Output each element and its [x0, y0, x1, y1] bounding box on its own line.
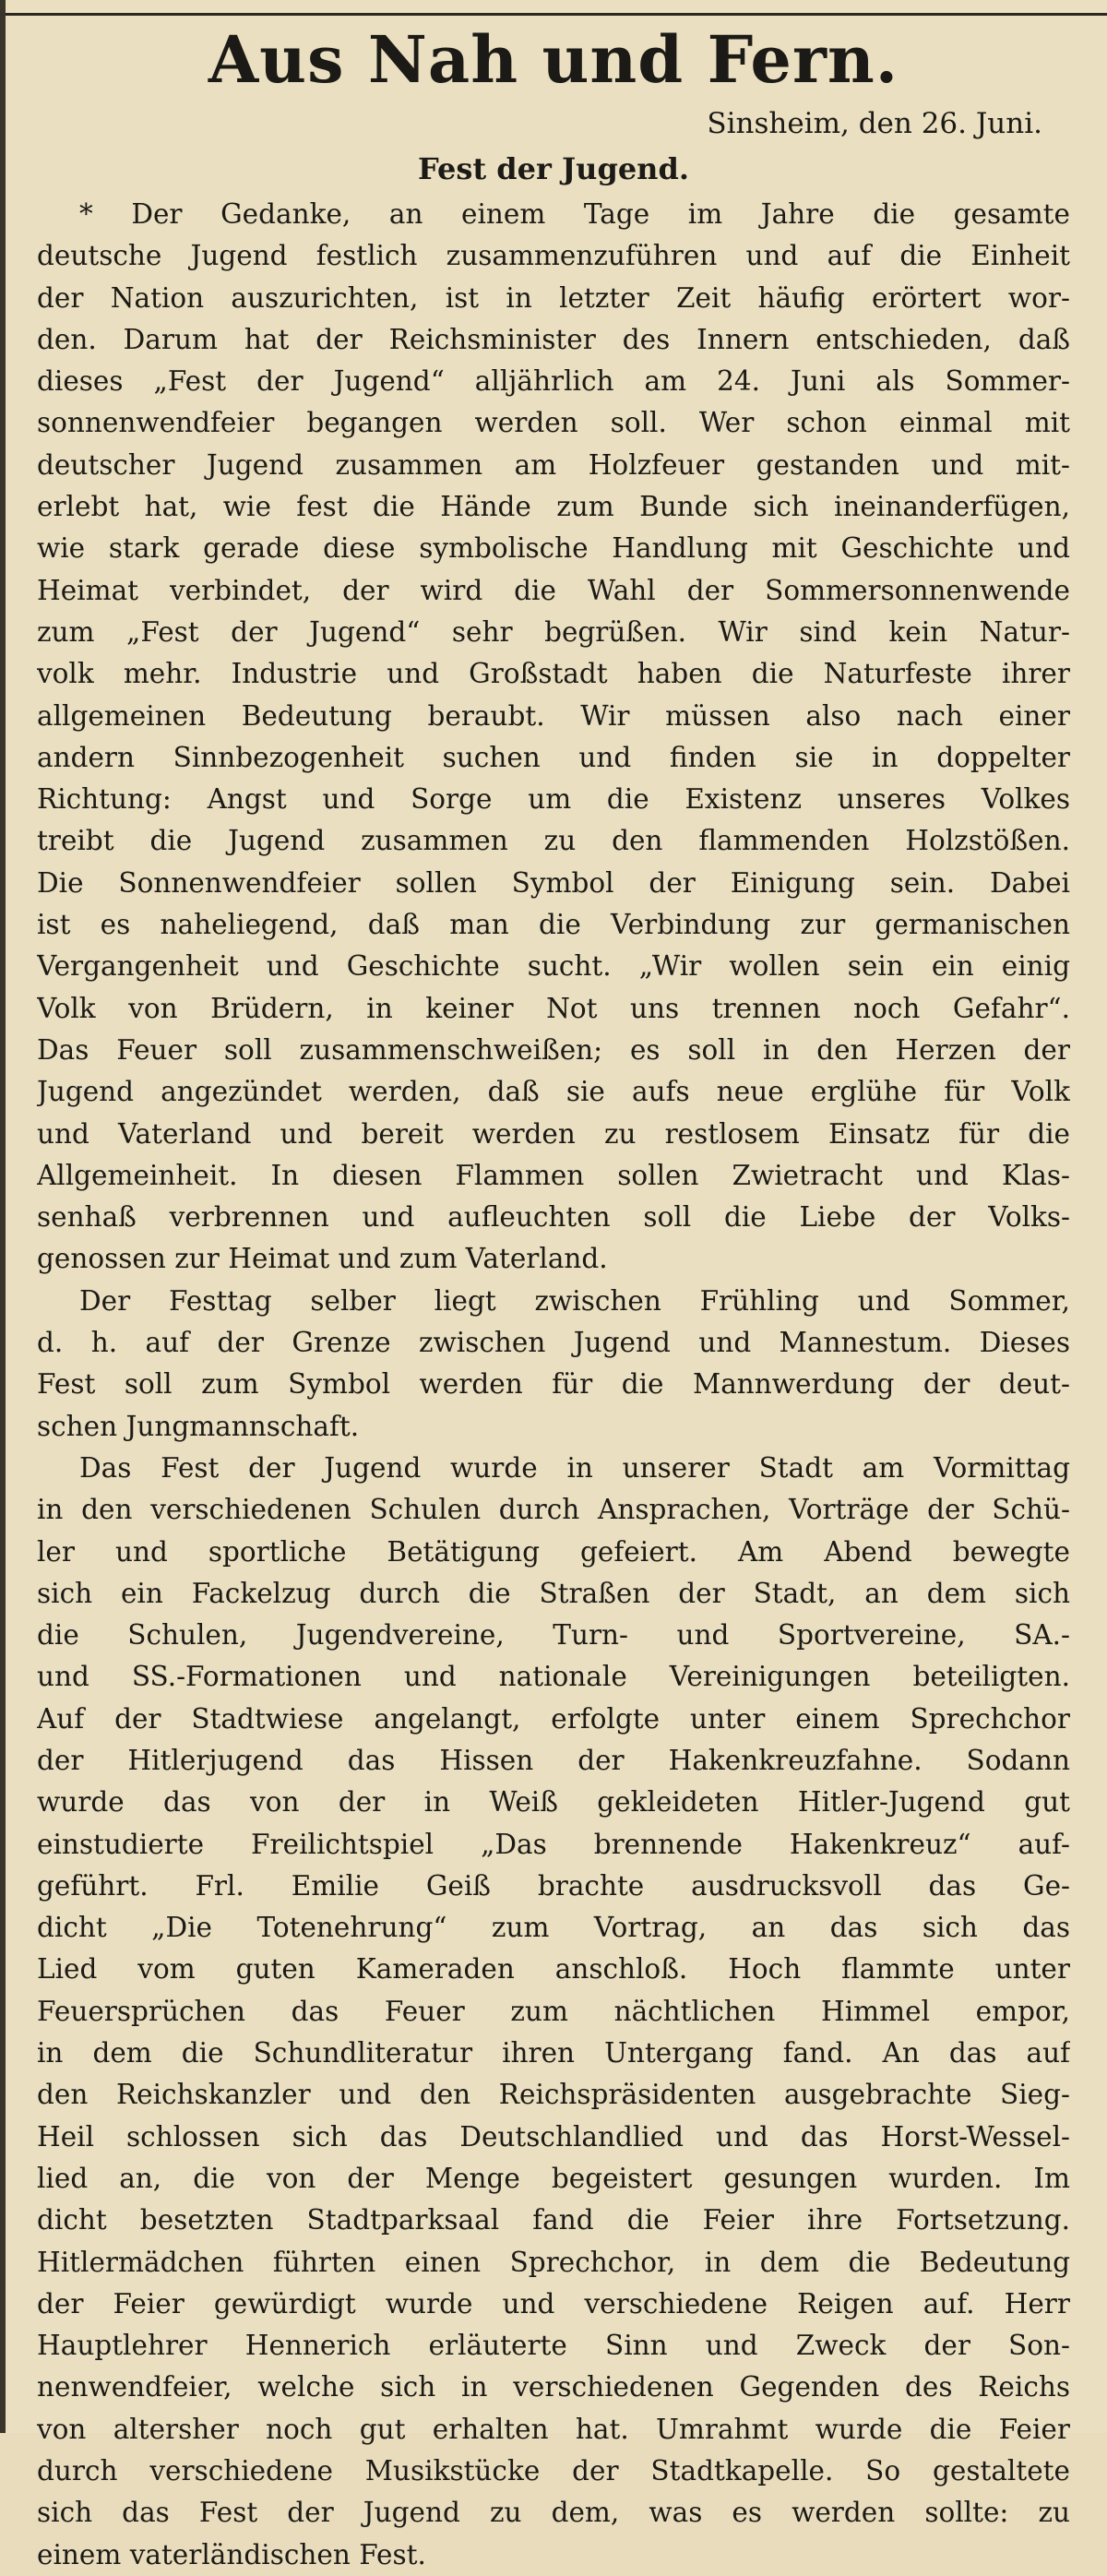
text-line: wie stark gerade diese symbolische Handlung mit Geschichte und [37, 532, 1070, 565]
text-line: nenwendfeier, welche sich in verschiedenen Gegenden des Reichs [37, 2371, 1070, 2403]
text-line: einstudierte Freilichtspiel „Das brennende Hakenkreuz“ auf- [37, 1828, 1070, 1860]
text-line: sich das Fest der Jugend zu dem, was es werden sollte: zu [37, 2497, 1070, 2529]
text-line: deutsche Jugend festlich zusammenzuführen und auf die Einheit [37, 240, 1070, 272]
text-line: deutscher Jugend zusammen am Holzfeuer gestanden und mit- [37, 448, 1070, 481]
text-line: Das Feuer soll zusammenschweißen; es soll in den Herzen der [37, 1033, 1070, 1066]
text-line: treibt die Jugend zusammen zu den flammenden Holzstößen. [37, 825, 1070, 857]
text-line: sonnenwendfeier begangen werden soll. Wer schon einmal mit [37, 407, 1070, 439]
left-border-rule [0, 0, 6, 2433]
top-border-rule [0, 0, 1107, 16]
article-paragraph [37, 1448, 1070, 2576]
text-line: Heil schlossen sich das Deutschlandlied und das Horst-Wessel- [37, 2120, 1070, 2153]
text-line: Hauptlehrer Hennerich erläuterte Sinn und Zweck der Son- [37, 2330, 1070, 2362]
text-line: * Der Gedanke, an einem Tage im Jahre die gesamte [79, 198, 1070, 230]
text-line: durch verschiedene Musikstücke der Stadtkapelle. So gestaltete [37, 2455, 1070, 2487]
text-line: der Feier gewürdigt wurde und verschiedene Reigen auf. Herr [37, 2287, 1070, 2320]
text-line: volk mehr. Industrie und Großstadt haben die Naturfeste ihrer [37, 658, 1070, 690]
text-line: in den verschiedenen Schulen durch Ansprachen, Vorträge der Schü- [37, 1494, 1070, 1526]
text-line: und Vaterland und bereit werden zu restlosem Einsatz für die [37, 1117, 1070, 1150]
text-line: und SS.-Formationen und nationale Vereinigungen beteiligten. [37, 1661, 1070, 1693]
text-line: ist es naheliegend, daß man die Verbindung zur germanischen [37, 909, 1070, 941]
text-line: erlebt hat, wie fest die Hände zum Bunde sich ineinanderfügen, [37, 491, 1070, 523]
text-line: in dem die Schundliteratur ihren Untergang fand. An das auf [37, 2037, 1070, 2069]
text-line: von altersher noch gut erhalten hat. Umrahmt wurde die Feier [37, 2413, 1070, 2445]
article-paragraph [37, 1281, 1070, 1448]
text-line: lied an, die von der Menge begeistert gesungen wurden. Im [37, 2162, 1070, 2194]
dateline: Sinsheim, den 26. Juni. [707, 107, 1042, 140]
text-line: Vergangenheit und Geschichte sucht. „Wir wollen sein ein einig [37, 950, 1070, 983]
text-line: senhaß verbrennen und aufleuchten soll die Liebe der Volks- [37, 1201, 1070, 1234]
text-line: die Schulen, Jugendvereine, Turn- und Sportvereine, SA.- [37, 1619, 1070, 1652]
article-body [37, 194, 1070, 2576]
text-line: Hitlermädchen führten einen Sprechchor, in dem die Bedeutung [37, 2246, 1070, 2278]
text-line: Fest soll zum Symbol werden für die Mannwerdung der deut- [37, 1368, 1070, 1401]
text-line: Auf der Stadtwiese angelangt, erfolgte unter einem Sprechchor [37, 1702, 1070, 1735]
article-subhead: Fest der Jugend. [418, 151, 689, 186]
text-line: geführt. Frl. Emilie Geiß brachte ausdrucksvoll das Ge- [37, 1869, 1070, 1902]
text-line: Jugend angezündet werden, daß sie aufs neue erglühe für Volk [37, 1076, 1070, 1108]
text-line: dieses „Fest der Jugend“ alljährlich am 24. Juni als Sommer- [37, 365, 1070, 398]
text-line: genossen zur Heimat und zum Vaterland. [37, 1243, 608, 1275]
text-line: Allgemeinheit. In diesen Flammen sollen Zwietracht und Klas- [37, 1159, 1070, 1191]
text-line: d. h. auf der Grenze zwischen Jugend und Mannestum. Dieses [37, 1327, 1070, 1359]
text-line: dicht „Die Totenehrung“ zum Vortrag, an das sich das [37, 1912, 1070, 1944]
text-line: sich ein Fackelzug durch die Straßen der Stadt, an dem sich [37, 1577, 1070, 1609]
text-line: allgemeinen Bedeutung beraubt. Wir müssen also nach einer [37, 699, 1070, 732]
text-line: ler und sportliche Betätigung gefeiert. Am Abend bewegte [37, 1535, 1070, 1568]
article-paragraph [37, 194, 1070, 1281]
text-line: den Reichskanzler und den Reichspräsidenten ausgebrachte Sieg- [37, 2079, 1070, 2111]
text-line: Die Sonnenwendfeier sollen Symbol der Einigung sein. Dabei [37, 866, 1070, 899]
text-line: Feuersprüchen das Feuer zum nächtlichen Himmel empor, [37, 1995, 1070, 2027]
text-line: Volk von Brüdern, in keiner Not uns trennen noch Gefahr“. [37, 992, 1070, 1024]
text-line: schen Jungmannschaft. [37, 1410, 360, 1442]
text-line: wurde das von der in Weiß gekleideten Hitler-Jugend gut [37, 1786, 1070, 1819]
text-line: zum „Fest der Jugend“ sehr begrüßen. Wir sind kein Natur- [37, 615, 1070, 648]
headline: Aus Nah und Fern. [208, 21, 899, 98]
text-line: Das Fest der Jugend wurde in unserer Stadt am Vormittag [79, 1451, 1070, 1484]
text-line: der Hitlerjugend das Hissen der Hakenkreuzfahne. Sodann [37, 1744, 1070, 1776]
text-line: dicht besetzten Stadtparksaal fand die Feier ihre Fortsetzung. [37, 2204, 1070, 2236]
text-line: den. Darum hat der Reichsminister des Innern entschieden, daß [37, 323, 1070, 355]
text-line: Richtung: Angst und Sorge um die Existenz unseres Volkes [37, 783, 1070, 816]
text-line: Lied vom guten Kameraden anschloß. Hoch flammte unter [37, 1953, 1070, 1986]
text-line: einem vaterländischen Fest. [37, 2538, 426, 2570]
text-line: Der Festtag selber liegt zwischen Frühling und Sommer, [79, 1284, 1070, 1317]
text-line: der Nation auszurichten, ist in letzter Zeit häufig erörtert wor- [37, 281, 1070, 314]
text-line: andern Sinnbezogenheit suchen und finden sie in doppelter [37, 741, 1070, 773]
text-line: Heimat verbindet, der wird die Wahl der Sommersonnenwende [37, 574, 1070, 606]
